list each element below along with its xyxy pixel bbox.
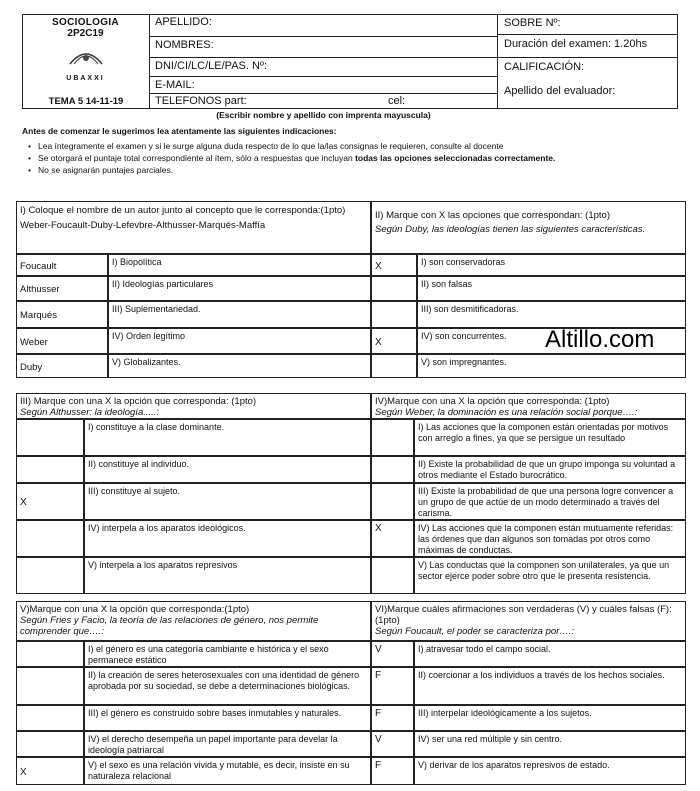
q3-title: III) Marque con una X la opción que corresponda: (1pto): [20, 396, 257, 407]
field-nombres-label: NOMBRES:: [155, 39, 214, 51]
q2-option-text: I) son conservadoras: [417, 254, 686, 276]
q6-option-text: III) interpelar ideológicamente a los sujetos.: [414, 705, 686, 731]
q6-subtitle: Según Foucault, el poder se caracteriza por….:: [375, 626, 575, 637]
field-email[interactable]: [150, 77, 497, 94]
q2-answer-mark[interactable]: [371, 354, 417, 378]
instructions-lead: Antes de comenzar le sugerimos lea atentamente las siguientes indicaciones:: [22, 126, 337, 136]
q6-title: VI)Marque cuáles afirmaciones son verdaderas (V) y cuáles falsas (F):(1pto): [375, 604, 672, 626]
q5-title: V)Marque con una X la opción que corresponda:(1pto): [20, 604, 250, 615]
field-apellido-label: APELLIDO:: [155, 16, 212, 28]
q3-answer-mark[interactable]: [16, 419, 84, 456]
q2-title: II) Marque con X las opciones que correspondan: (1pto): [375, 210, 610, 221]
subject-code: 2P2C19: [67, 28, 104, 39]
evaluador-label: Apellido del evaluador:: [504, 85, 616, 97]
instruction-item: • Lea íntegramente el examen y si le surge alguna duda respecto de lo que la/las consignas le requieren, consulte al docente: [22, 140, 682, 152]
q5-header: [16, 601, 371, 641]
q2-answer-mark[interactable]: X: [371, 254, 417, 276]
field-sobre-label: SOBRE Nº:: [504, 17, 561, 29]
q6-answer-mark[interactable]: F: [371, 705, 414, 731]
q6-answer-mark[interactable]: V: [371, 731, 414, 757]
uba-logo-icon: [66, 42, 106, 68]
q4-option-text: I) Las acciones que la componen están orientadas por motivos con arreglo a fines, ya que se persigue un resultado: [414, 419, 686, 456]
q1-option-text: II) Ideologías particulares: [108, 276, 371, 301]
q4-option-text: V) Las conductas que la componen son unilaterales, ya que un sector ejerce poder sobre otro que le presenta resistencia.: [414, 557, 686, 594]
q4-subtitle: Según Weber, la dominación es una relación social porque….:: [375, 407, 638, 418]
q1-author-answer[interactable]: Weber: [16, 328, 108, 354]
q6-answer-mark[interactable]: V: [371, 641, 414, 667]
instructions: [22, 126, 682, 176]
q5-subtitle: Según Fries y Facio, la teoría de las relaciones de género, nos permite comprender que….:: [20, 615, 319, 637]
q2-option-text: II) son falsas: [417, 276, 686, 301]
q5-option-text: II) la creación de seres heterosexuales con una identidad de género aprobada por su sociedad, se debe a determinaciones biológicas.: [84, 667, 371, 705]
field-calificacion[interactable]: [497, 58, 678, 109]
header-logo-column: [22, 14, 150, 109]
q5-option-text: IV) el derecho desempeña un papel importante para develar la ideología patriarcal: [84, 731, 371, 757]
header-note: (Escribir nombre y apellido con imprenta mayuscula): [216, 110, 431, 120]
q5-option-text: V) el sexo es una relación vivida y mutable, es decir, insiste en su naturaleza relacional: [84, 757, 371, 785]
q3-header: [16, 393, 371, 419]
q3-answer-mark[interactable]: X: [16, 483, 84, 520]
q1-option-text: IV) Orden legítimo: [108, 328, 371, 354]
q5-answer-mark[interactable]: [16, 731, 84, 757]
q3-option-text: IV) interpela a los aparatos ideológicos.: [84, 520, 371, 557]
q5-option-text: III) el género es construido sobre bases inmutables y naturales.: [84, 705, 371, 731]
q1-authors: Weber-Foucault-Duby-Lefevbre-Althusser-Marqués-Maffía: [20, 220, 266, 231]
exam-tema: TEMA 5 14-11-19: [48, 96, 124, 107]
q2-answer-mark[interactable]: [371, 276, 417, 301]
q2-answer-mark[interactable]: X: [371, 328, 417, 354]
q1-title: I) Coloque el nombre de un autor junto al concepto que le corresponda:(1pto): [20, 205, 346, 216]
q1-header: [16, 201, 371, 254]
instruction-item: [22, 152, 682, 164]
q3-option-text: III) constituye al sujeto.: [84, 483, 371, 520]
q6-header: [371, 601, 686, 641]
q6-option-text: V) derivar de los aparatos represivos de estado.: [414, 757, 686, 785]
q6-option-text: IV) ser una red múltiple y sin centro.: [414, 731, 686, 757]
q4-answer-mark[interactable]: [371, 456, 414, 483]
q1-author-answer[interactable]: Marqués: [16, 301, 108, 328]
q5-answer-mark[interactable]: X: [16, 757, 84, 785]
q3-answer-mark[interactable]: [16, 456, 84, 483]
field-nombres[interactable]: [150, 37, 497, 58]
field-telefonos[interactable]: [150, 94, 497, 109]
q2-option-text: III) son desmitificadoras.: [417, 301, 686, 328]
subject-title: SOCIOLOGIA: [52, 17, 119, 28]
q1-option-text: III) Suplementariedad.: [108, 301, 371, 328]
instruction-item: • No se asignarán puntajes parciales.: [22, 164, 682, 176]
q4-header: [371, 393, 686, 419]
q3-answer-mark[interactable]: [16, 557, 84, 594]
q1-option-text: I) Biopolítica: [108, 254, 371, 276]
instruction-item-bold: todas las opciones seleccionadas correctamente.: [355, 153, 556, 163]
field-dni-label: DNI/CI/LC/LE/PAS. Nº:: [155, 60, 268, 72]
q6-answer-mark[interactable]: F: [371, 757, 414, 785]
q4-option-text: III) Existe la probabilidad de que una persona logre convencer a un grupo de que actúe de un modo determinado a través del carisma.: [414, 483, 686, 520]
exam-duration: [497, 35, 678, 58]
uba-logo-text: UBAXXI: [66, 75, 105, 82]
field-email-label: E-MAIL:: [155, 79, 195, 91]
q5-option-text: I) el género es una categoría cambiante e histórica y el sexo permanece estático: [84, 641, 371, 667]
q6-answer-mark[interactable]: F: [371, 667, 414, 705]
q3-option-text: I) constituye a la clase dominante.: [84, 419, 371, 456]
q4-answer-mark[interactable]: X: [371, 520, 414, 557]
q4-answer-mark[interactable]: [371, 557, 414, 594]
q4-option-text: II) Existe la probabilidad de que un grupo imponga su voluntad a otros mediante el Estado burocrático.: [414, 456, 686, 483]
q5-answer-mark[interactable]: [16, 641, 84, 667]
field-dni[interactable]: [150, 58, 497, 77]
q2-header: [371, 201, 686, 254]
q1-author-answer[interactable]: Foucault: [16, 254, 108, 276]
q1-option-text: V) Globalizantes.: [108, 354, 371, 378]
q1-author-answer[interactable]: Duby: [16, 354, 108, 378]
q5-answer-mark[interactable]: [16, 667, 84, 705]
q4-option-text: IV) Las acciones que la componen están mutuamente referidas: las órdenes que dan algunos son tomadas por otros como máximas de conductas.: [414, 520, 686, 557]
q3-subtitle: Según Althusser: la ideología.....:: [20, 407, 160, 418]
instructions-list: [22, 140, 682, 176]
q2-answer-mark[interactable]: [371, 301, 417, 328]
field-cel-label: cel:: [388, 95, 406, 107]
field-telefonos-label: TELEFONOS part:: [155, 95, 247, 107]
instruction-item-text: Se otorgará el puntaje total correspondiente al ítem, sólo a respuestas que incluyan: [38, 153, 356, 163]
q3-answer-mark[interactable]: [16, 520, 84, 557]
field-apellido[interactable]: [150, 14, 497, 37]
calificacion-label: CALIFICACIÓN:: [504, 61, 585, 73]
q4-answer-mark[interactable]: [371, 483, 414, 520]
q2-subtitle: Según Duby, las ideologías tienen las siguientes características.: [375, 224, 646, 235]
q3-option-text: II) constituye al individuo.: [84, 456, 371, 483]
q5-answer-mark[interactable]: [16, 705, 84, 731]
field-sobre[interactable]: [497, 14, 678, 35]
q6-option-text: I) atravesar todo el campo social.: [414, 641, 686, 667]
q6-option-text: II) coercionar a los individuos a través de los hechos sociales.: [414, 667, 686, 705]
watermark: Altillo.com: [545, 326, 655, 353]
q4-title: IV)Marque con una X la opción que corresponda: (1pto): [375, 396, 610, 407]
q1-author-answer[interactable]: Althusser: [16, 276, 108, 301]
exam-duration-label: Duración del examen: 1.20hs: [504, 38, 648, 50]
q3-option-text: V) interpela a los aparatos represivos: [84, 557, 371, 594]
q2-option-text: V) son impregnantes.: [417, 354, 686, 378]
q2-option-text: IV) son concurrentes.: [417, 328, 686, 354]
q4-answer-mark[interactable]: [371, 419, 414, 456]
